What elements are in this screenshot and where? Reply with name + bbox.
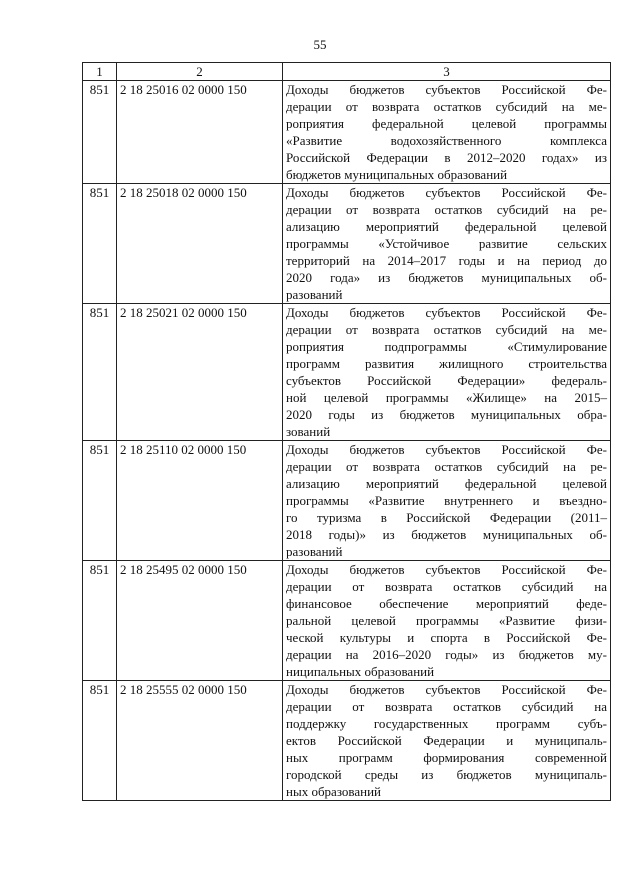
budget-classification-code-cell: 2 18 25555 02 0000 150 (117, 681, 283, 801)
description-line: ниципальных образований (286, 664, 435, 679)
admin-code-cell: 851 (83, 81, 117, 184)
description-line: роприятия подпрограммы «Стимулирование (286, 339, 607, 354)
description-line: субъектов Российской Федерации» федераль- (286, 373, 607, 388)
header-col-2: 2 (117, 63, 283, 81)
description-line: зований (286, 424, 331, 439)
description-line: роприятия федеральной целевой программы (286, 116, 607, 131)
description-line: Доходы бюджетов субъектов Российской Фе- (286, 562, 607, 577)
description-line: «Развитие водохозяйственного комплекса (286, 133, 607, 148)
description-line: финансовое обеспечение мероприятий феде- (286, 596, 607, 611)
income-description-cell (283, 184, 611, 304)
description-line: дерации от возврата остатков субсидий на (286, 699, 607, 714)
description-line: разований (286, 287, 343, 302)
description-line: разований (286, 544, 343, 559)
description-line: 2020 годы из бюджетов муниципальных обра- (286, 407, 607, 422)
description-line: программ развития жилищного строительства (286, 356, 607, 371)
description-line: программы «Устойчивое развитие сельских (286, 236, 607, 251)
table-header-row (83, 63, 611, 81)
description-line: дерации от возврата остатков субсидий на ре- (286, 202, 607, 217)
admin-code-cell: 851 (83, 561, 117, 681)
table-row (83, 184, 611, 304)
budget-classification-code-cell: 2 18 25495 02 0000 150 (117, 561, 283, 681)
description-line: ализацию мероприятий федеральной целевой (286, 476, 607, 491)
description-line: 2020 года» из бюджетов муниципальных об- (286, 270, 607, 285)
table-row (83, 81, 611, 184)
page-number: 55 (313, 37, 327, 52)
description-line: ральной целевой программы «Развитие физи- (286, 613, 607, 628)
description-line: Доходы бюджетов субъектов Российской Фе- (286, 185, 607, 200)
header-col-3: 3 (283, 63, 611, 81)
description-line: программы «Развитие внутреннего и въездно- (286, 493, 607, 508)
description-line: дерации от возврата остатков субсидий на (286, 579, 607, 594)
income-description-cell (283, 681, 611, 801)
description-line: дерации от возврата остатков субсидий на ме- (286, 99, 607, 114)
description-line: дерации от возврата остатков субсидий на ме- (286, 322, 607, 337)
budget-classification-code-cell: 2 18 25021 02 0000 150 (117, 304, 283, 441)
description-line: ных программ формирования современной (286, 750, 607, 765)
description-line: Доходы бюджетов субъектов Российской Фе- (286, 682, 607, 697)
income-description-cell (283, 304, 611, 441)
description-line: ализацию мероприятий федеральной целевой (286, 219, 607, 234)
budget-classification-code-cell: 2 18 25016 02 0000 150 (117, 81, 283, 184)
description-line: 2018 годы)» из бюджетов муниципальных об- (286, 527, 607, 542)
description-line: Доходы бюджетов субъектов Российской Фе- (286, 442, 607, 457)
description-line: ных образований (286, 784, 381, 799)
table-row (83, 561, 611, 681)
description-line: городской среды из бюджетов муниципаль- (286, 767, 607, 782)
description-line: Российской Федерации в 2012–2020 годах» из (286, 150, 607, 165)
table-row (83, 304, 611, 441)
income-description-cell (283, 561, 611, 681)
admin-code-cell: 851 (83, 441, 117, 561)
description-line: дерации на 2016–2020 годы» из бюджетов му- (286, 647, 607, 662)
description-line: ектов Российской Федерации и муниципаль- (286, 733, 607, 748)
description-line: территорий на 2014–2017 годы и на период до (286, 253, 607, 268)
description-line: дерации от возврата остатков субсидий на ре- (286, 459, 607, 474)
description-line: бюджетов муниципальных образований (286, 167, 508, 182)
description-line: поддержку государственных программ субъ- (286, 716, 607, 731)
table-row (83, 681, 611, 801)
description-line: Доходы бюджетов субъектов Российской Фе- (286, 305, 607, 320)
income-codes-table (82, 62, 611, 801)
description-line: ной целевой программы «Жилище» на 2015– (286, 390, 607, 405)
income-description-cell (283, 441, 611, 561)
budget-classification-code-cell: 2 18 25110 02 0000 150 (117, 441, 283, 561)
header-col-1: 1 (83, 63, 117, 81)
description-line: Доходы бюджетов субъектов Российской Фе- (286, 82, 607, 97)
admin-code-cell: 851 (83, 304, 117, 441)
admin-code-cell: 851 (83, 184, 117, 304)
admin-code-cell: 851 (83, 681, 117, 801)
description-line: го туризма в Российской Федерации (2011– (286, 510, 607, 525)
description-line: ческой культуры и спорта в Российской Фе- (286, 630, 607, 645)
table-row (83, 441, 611, 561)
income-description-cell (283, 81, 611, 184)
budget-classification-code-cell: 2 18 25018 02 0000 150 (117, 184, 283, 304)
